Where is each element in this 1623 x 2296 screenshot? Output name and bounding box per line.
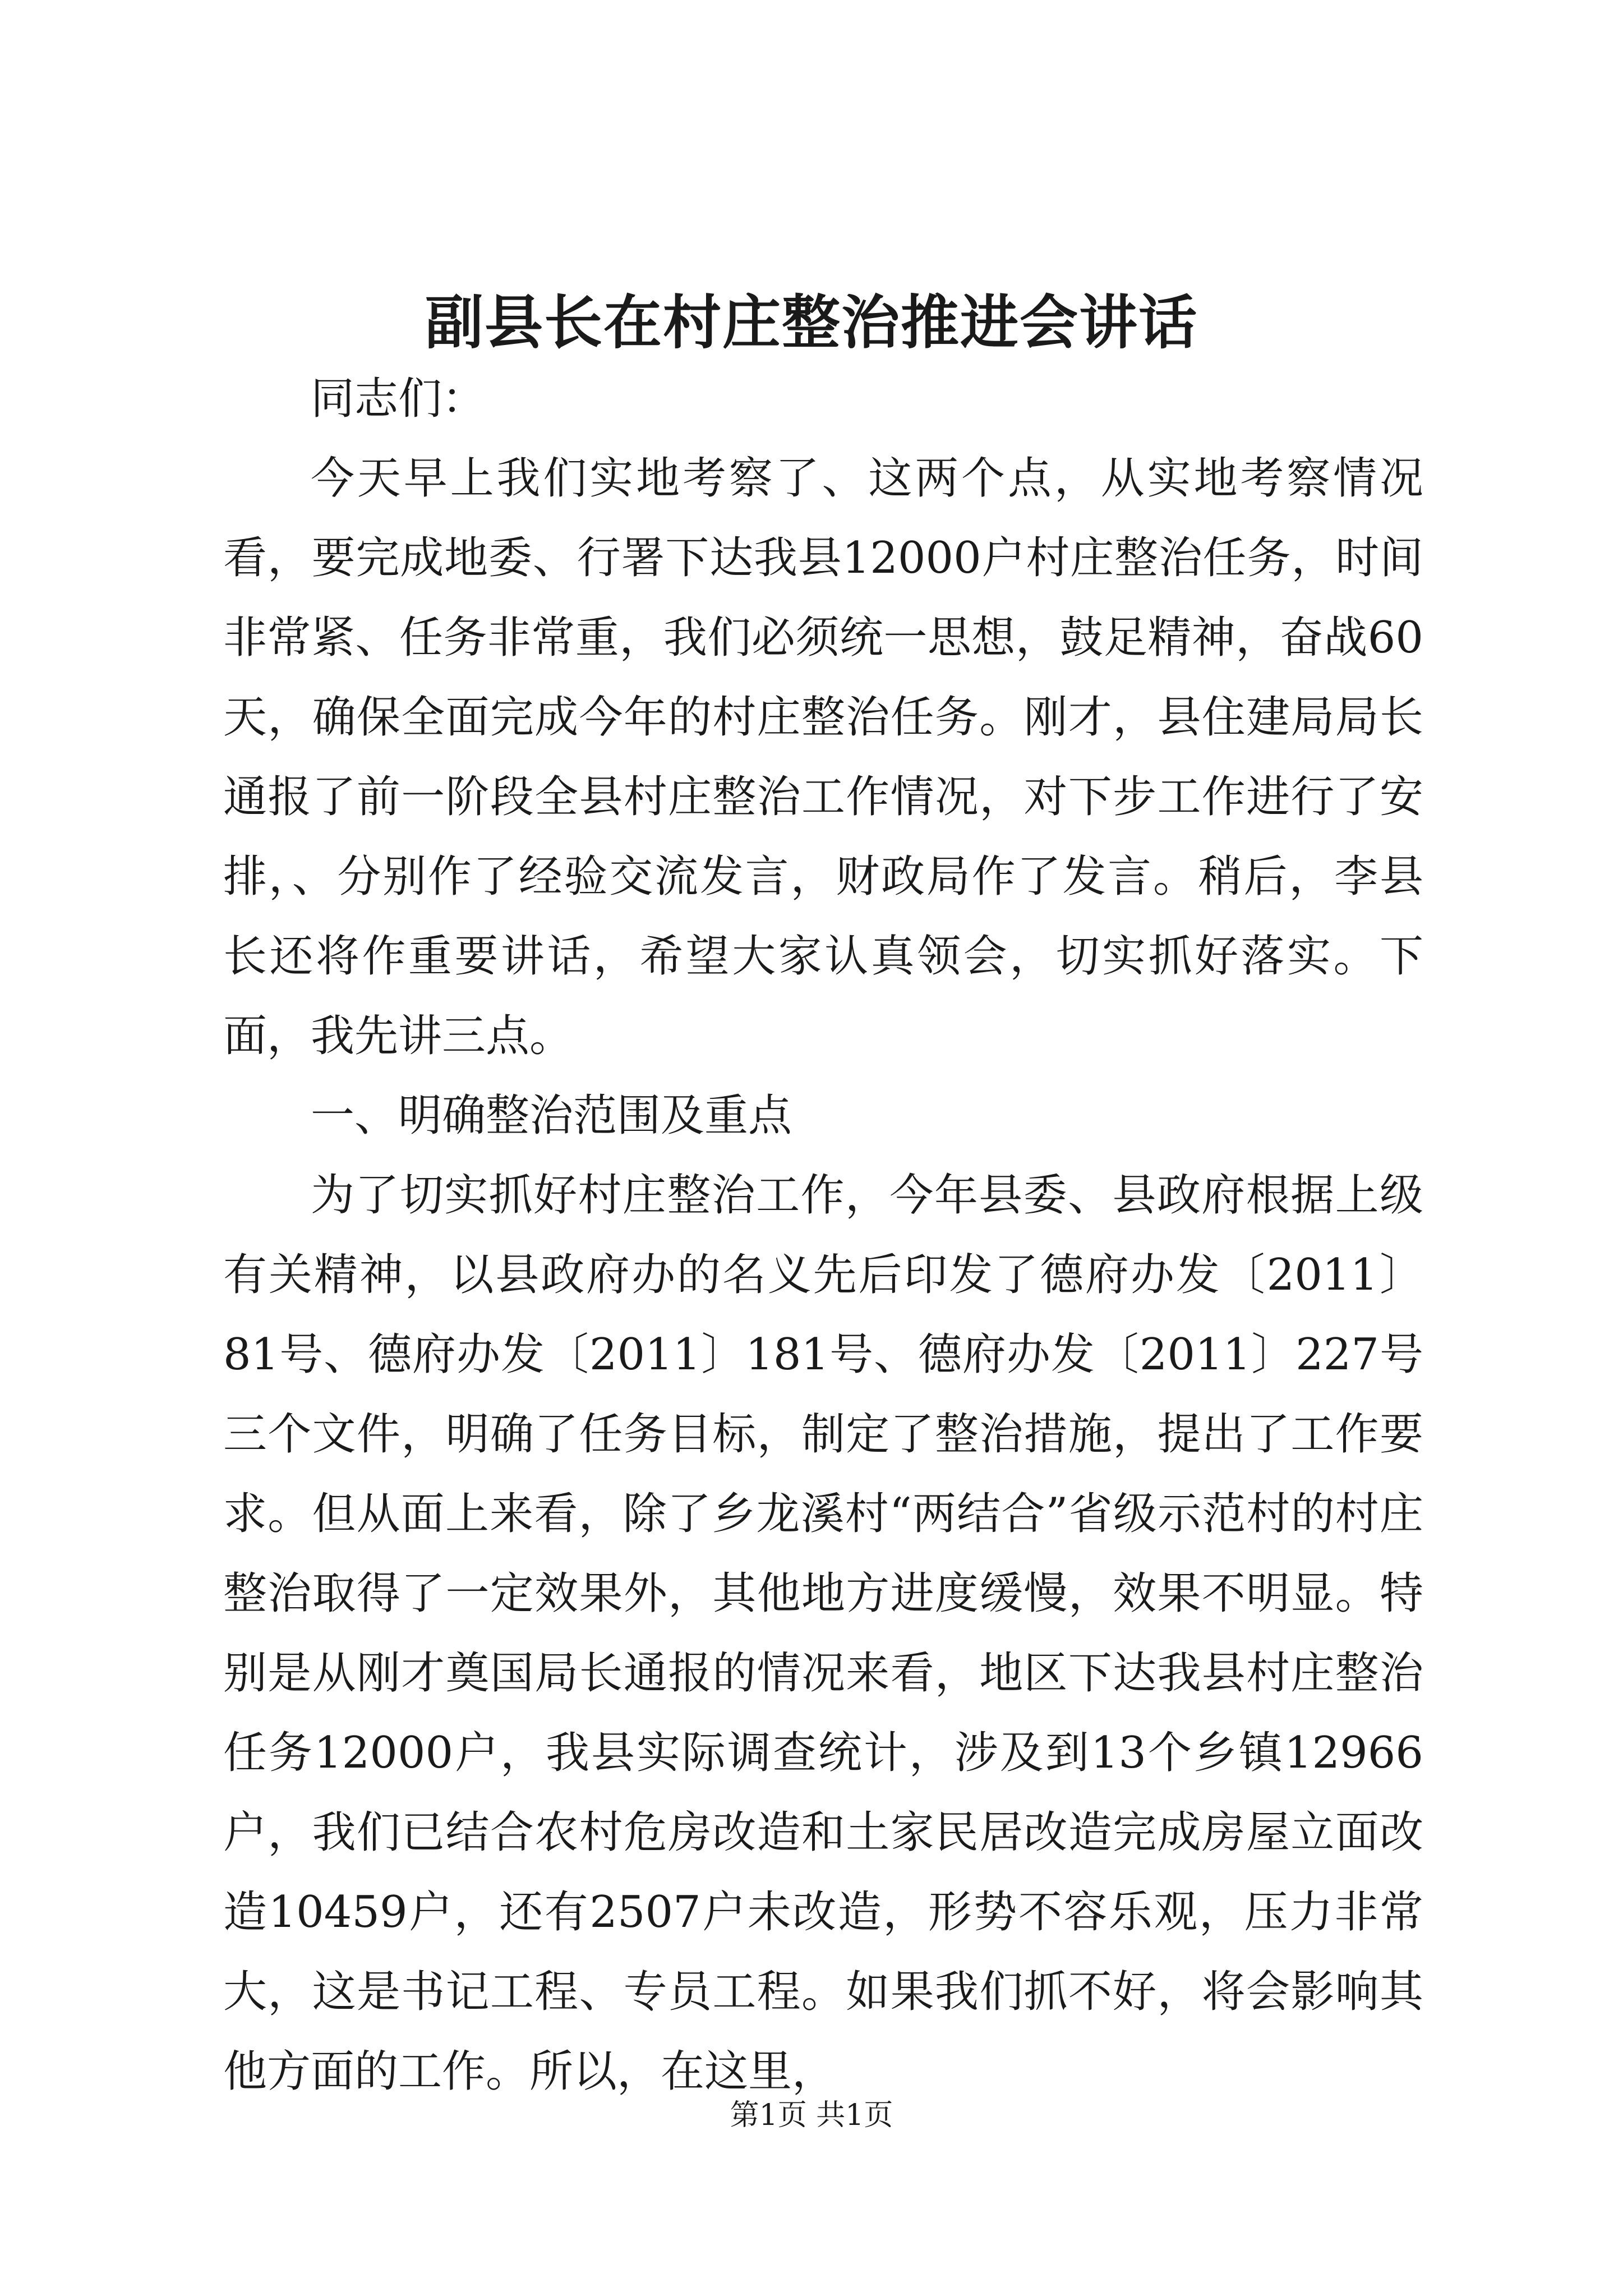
salutation-paragraph: 同志们： bbox=[311, 374, 486, 424]
body-paragraph: 今天早上我们实地考察了、这两个点，从实地考察情况看，要完成地委、行署下达我县12000户村庄整治任务，时间非常紧、任务非常重，我们必须统一思想，鼓足精神，奋战60天，确保全面完成今年的村庄整治任务。刚才，县住建局局长通报了前一阶段全县村庄整治工作情况，对下步工作进行了安排，、分别作了经验交流发言，财政局作了发言。稍后，李县长还将作重要讲话，希望大家认真领会，切实抓好落实。下面，我先讲三点。 bbox=[223, 453, 1423, 1061]
document-title: 副县长在村庄整治推进会讲话 bbox=[425, 288, 1198, 357]
document-body bbox=[223, 359, 1423, 2111]
body-paragraph: 为了切实抓好村庄整治工作，今年县委、县政府根据上级有关精神，以县政府办的名义先后印发了德府办发〔2011〕81号、德府办发〔2011〕181号、德府办发〔2011〕227号三个文件，明确了任务目标，制定了整治措施，提出了工作要求。但从面上来看，除了乡龙溪村“两结合”省级示范村的村庄整治取得了一定效果外，其他地方进度缓慢，效果不明显。特别是从刚才奠国局长通报的情况来看，地区下达我县村庄整治任务12000户，我县实际调查统计，涉及到13个乡镇12966户，我们已结合农村危房改造和土家民居改造完成房屋立面改造10459户，还有2507户未改造，形势不容乐观，压力非常大，这是书记工程、专员工程。如果我们抓不好，将会影响其他方面的工作。所以，在这里， bbox=[223, 1170, 1423, 2097]
page-number-footer: 第1页 共1页 bbox=[730, 2099, 893, 2132]
section-heading: 一、明确整治范围及重点 bbox=[311, 1091, 792, 1141]
